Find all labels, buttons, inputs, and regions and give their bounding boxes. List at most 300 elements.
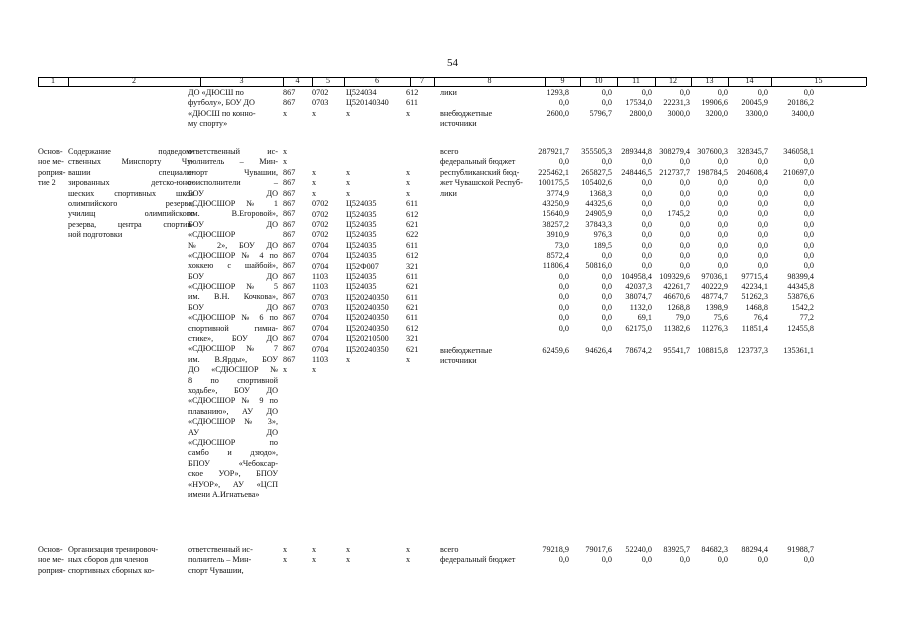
block1-c3-cell: «СДЮСШОР <box>188 230 236 240</box>
block1-c5-cell: х <box>312 168 317 177</box>
block1-c10-cell: 105402,6 <box>581 178 612 188</box>
block1-c13-cell: 0,0 <box>717 188 728 198</box>
block1-c5-cell: 0703 <box>312 292 329 302</box>
block2-c5 <box>312 545 342 566</box>
block1-c14-cell: 204608,4 <box>737 167 768 177</box>
block1-c15-cell: 98399,4 <box>787 271 814 281</box>
block1-c15-cell: 0,0 <box>803 250 814 260</box>
block0-c8-cell: внебюджетные <box>440 108 493 118</box>
block1-c3-cell: БОУ ДО <box>188 271 278 281</box>
block1-c14 <box>726 147 768 356</box>
header-col-1: 1 <box>51 76 55 85</box>
block0-c8-cell: лики <box>440 88 457 97</box>
block1-c4-cell: 867 <box>283 323 296 333</box>
block1-c4-cell: 867 <box>283 219 296 229</box>
block1-c6-cell: Ц520210500 <box>346 334 389 344</box>
block1-c3-cell: плаванию», АУ ДО <box>188 406 278 416</box>
block1-c7-cell: 612 <box>406 209 419 219</box>
block1-c9-cell: 43250,9 <box>542 198 569 208</box>
block1-c7-cell: 321 <box>406 334 419 344</box>
page-number: 54 <box>447 57 458 69</box>
block1-c14-cell: 0,0 <box>757 157 768 167</box>
block1-c5-cell: 0702 <box>312 230 329 240</box>
block1-c7-cell: 611 <box>406 240 418 250</box>
block1-c12-cell: 0,0 <box>679 188 690 198</box>
block2-c8-cell: всего <box>440 545 459 554</box>
block1-c4-cell: 867 <box>283 261 296 271</box>
header-col-15: 15 <box>814 76 823 85</box>
header-col-10: 10 <box>594 76 603 85</box>
header-col-9: 9 <box>560 76 565 85</box>
block2-c6-cell: х <box>346 545 351 554</box>
block1-c13 <box>688 147 728 356</box>
block1-c15-cell: 0,0 <box>803 230 814 240</box>
block0-c13-cell: 0,0 <box>717 88 728 97</box>
block1-c9-cell: 225462,1 <box>538 167 569 177</box>
block1-c3-cell: полнитель – Мин- <box>188 157 278 167</box>
block0-c7-cell: 611 <box>406 98 418 108</box>
block1-c9-cell: 0,0 <box>558 313 569 323</box>
block1-c4-cell: 867 <box>283 313 296 323</box>
block2-c4-cell: х <box>283 545 288 554</box>
block1-c11 <box>612 147 652 356</box>
block1-c8b-cell: источники <box>440 356 477 366</box>
block1-c2-cell: зированных детско-юно- <box>68 178 194 188</box>
block1-c12-cell: 79,0 <box>675 313 690 323</box>
block1-c4-cell: х <box>283 157 288 167</box>
block1-c9-cell: 62459,6 <box>542 345 569 355</box>
block1-c5-cell: 1103 <box>312 282 329 292</box>
block1-c10-cell: 976,3 <box>593 230 612 240</box>
block1-c7-cell: 612 <box>406 323 419 333</box>
block1-c13-cell: 0,0 <box>717 240 728 250</box>
block2-c3-cell: полнитель – Мин- <box>188 555 252 565</box>
block1-c15-cell: 0,0 <box>803 209 814 219</box>
block0-c15 <box>766 88 814 119</box>
block2-c12 <box>650 545 690 566</box>
block1-c10-cell: 0,0 <box>601 313 612 323</box>
header-col-7: 7 <box>420 76 424 85</box>
block0-c14-cell: 0,0 <box>757 88 768 97</box>
block1-c14-cell: 42234,1 <box>741 282 768 292</box>
block1-c13-cell: 0,0 <box>717 261 728 271</box>
block1-c13-cell: 0,0 <box>717 198 728 208</box>
block1-c13-cell: 0,0 <box>717 230 728 240</box>
block1-c12-cell: 0,0 <box>679 250 690 260</box>
block1-c4-cell: 867 <box>283 250 296 260</box>
block1-c3-cell: «СДЮСШОР № 1 <box>188 198 278 208</box>
block1-c2-cell: училищ олимпийского <box>68 209 194 219</box>
block1-c11-cell: 248446,5 <box>621 167 652 177</box>
block1-c6-cell: Ц524035 <box>346 230 377 240</box>
block1-c6-cell: Ц524035 <box>346 219 377 229</box>
block2-c13 <box>688 545 728 566</box>
block1-c4-cell: х <box>283 147 288 156</box>
block1-c15-cell: 0,0 <box>803 157 814 167</box>
block1-c6-cell: х <box>346 355 351 365</box>
block1-c6-cell: х <box>346 168 351 177</box>
block0-c11-cell: 17534,0 <box>625 98 652 108</box>
block1-c5-cell: 1103 <box>312 271 329 281</box>
block0-c3-cell: му спорту» <box>188 119 228 129</box>
block1-c15-cell: 53876,6 <box>787 292 814 302</box>
block1-c11-cell: 42037,3 <box>625 282 652 292</box>
block2-c3 <box>188 545 278 576</box>
block1-c10-cell: 37843,3 <box>585 219 612 229</box>
block1-c10-cell: 0,0 <box>601 271 612 281</box>
header-divider <box>866 77 867 86</box>
block2-c15-cell: 0,0 <box>803 555 814 565</box>
block2-c5-cell: х <box>312 555 317 565</box>
header-col-5: 5 <box>326 76 330 85</box>
block0-c3 <box>188 88 278 130</box>
block1-c7-cell: 611 <box>406 199 418 209</box>
block0-c7 <box>406 88 430 119</box>
block1-c4-cell: 867 <box>283 167 296 177</box>
block0-c12-cell: 0,0 <box>679 88 690 97</box>
block1-c5-cell: х <box>312 188 317 198</box>
block1-c3-cell: БОУ ДО <box>188 219 278 229</box>
header-col-12: 12 <box>669 76 677 85</box>
block2-c4-cell: х <box>283 555 288 565</box>
block2-c12-cell: 0,0 <box>679 555 690 565</box>
block2-c6 <box>346 545 404 566</box>
block1-c3-cell: «СДЮСШОР по <box>188 437 278 447</box>
block0-c6 <box>346 88 404 119</box>
block1-c3-cell: БПОУ «Чебоксар- <box>188 458 278 468</box>
block0-c11-cell: 0,0 <box>641 88 652 97</box>
block1-c3-cell: «СДЮСШОР № 9 по <box>188 396 278 406</box>
block0-c10 <box>570 88 612 119</box>
block2-c2-cell: спортивных сборных ко- <box>68 565 155 575</box>
block0-c3-cell: ДО «ДЮСШ по <box>188 88 244 97</box>
block2-c2-cell: ных сборов для членов <box>68 555 149 565</box>
block1-c6-cell: Ц520240350 <box>346 323 389 333</box>
block2-c13-cell: 84682,3 <box>701 545 728 554</box>
block1-c11-cell: 1132,0 <box>629 302 652 312</box>
block1-c6-cell: Ц520240350 <box>346 313 389 323</box>
block1-c12-cell: 308279,4 <box>659 147 690 156</box>
header-col-13: 13 <box>705 76 714 85</box>
block1-c5-cell: 0704 <box>312 344 329 354</box>
block0-c9-cell: 0,0 <box>558 98 569 108</box>
block1-c3-cell: им. В.Егоровой», <box>188 209 278 219</box>
block2-c10 <box>570 545 612 566</box>
block1-c15 <box>766 147 814 356</box>
block1-c15-cell: 135361,1 <box>783 345 814 355</box>
block2-c10-cell: 79017,6 <box>585 545 612 554</box>
block2-c9 <box>526 545 569 566</box>
block0-c8-cell: источники <box>440 119 477 129</box>
block2-c10-cell: 0,0 <box>601 555 612 565</box>
block1-c13-cell: 97036,1 <box>701 271 728 281</box>
block1-c3-cell: ДО «СДЮСШОР № <box>188 365 278 375</box>
block1-c4-cell: 867 <box>283 282 296 292</box>
block1-c13-cell: 0,0 <box>717 250 728 260</box>
block1-c5 <box>312 168 342 376</box>
block0-c4-cell: 867 <box>283 98 296 108</box>
block1-c7-cell: 611 <box>406 292 418 302</box>
block1-c14-cell: 51262,3 <box>741 292 768 302</box>
block1-c3-cell: № 2», БОУ ДО <box>188 240 278 250</box>
block1-c7-cell: 621 <box>406 303 419 313</box>
block1-c9-cell: 73,0 <box>554 240 569 250</box>
block1-c6-cell: Ц524035 <box>346 209 377 219</box>
block2-c3-cell: ответственный ис- <box>188 545 253 554</box>
block1-c10-cell: 0,0 <box>601 157 612 167</box>
block1-c13-cell: 198784,5 <box>697 167 728 177</box>
block0-c5-cell: 0702 <box>312 88 329 97</box>
block1-c4-cell: 867 <box>283 271 296 281</box>
block0-c10-cell: 0,0 <box>601 88 612 97</box>
block1-c11-cell: 0,0 <box>641 250 652 260</box>
block1-c9-cell: 100175,5 <box>538 178 569 188</box>
block1-c14-cell: 11851,4 <box>741 323 768 333</box>
block1-c14-cell: 1468,8 <box>745 302 768 312</box>
block1-c9 <box>526 147 569 356</box>
block1-c5-cell: 0702 <box>312 209 329 219</box>
header-col-3: 3 <box>239 76 244 85</box>
block2-c14-cell: 0,0 <box>757 555 768 565</box>
block1-c12-cell: 42261,7 <box>663 282 690 292</box>
block1-c11-cell: 289344,8 <box>621 147 652 156</box>
block1-c11-cell: 0,0 <box>641 219 652 229</box>
block1-c13-cell: 108815,8 <box>697 345 728 355</box>
header-col-11: 11 <box>632 76 640 85</box>
block2-c2 <box>68 545 194 576</box>
block1-c7-cell: 321 <box>406 261 419 271</box>
block1-c10-cell: 50816,0 <box>585 261 612 271</box>
block1-c3-cell: спортивной гимна- <box>188 323 278 333</box>
block1-c11-cell: 0,0 <box>641 188 652 198</box>
block2-c1-cell: ное ме- <box>38 555 64 565</box>
block1-c12-cell: 1268,8 <box>667 302 690 312</box>
block2-c12-cell: 83925,7 <box>663 545 690 554</box>
block1-c10-cell: 0,0 <box>601 282 612 292</box>
block1-c7-cell: х <box>406 188 411 198</box>
block1-c9-cell: 8572,4 <box>546 250 569 260</box>
block1-c6-cell: Ц520240350 <box>346 344 389 354</box>
block1-c10-cell: 44325,6 <box>585 198 612 208</box>
block1-c11-cell: 0,0 <box>641 240 652 250</box>
block1-c3-cell: ходьбе», БОУ ДО <box>188 385 278 395</box>
block1-c3-cell: 8 по спортивной <box>188 375 278 385</box>
block0-c9-cell: 1293,8 <box>546 88 569 97</box>
block1-c14-cell: 0,0 <box>757 230 768 240</box>
block1-c3-cell: ответственный ис- <box>188 147 278 156</box>
block1-c7-cell: х <box>406 178 411 188</box>
block1-c15-cell: 210697,0 <box>783 167 814 177</box>
block1-c5-cell: 1103 <box>312 355 329 365</box>
block2-c14-cell: 88294,4 <box>741 545 768 554</box>
block1-c1-cell: тие 2 <box>38 178 56 188</box>
block1-c4-cell: 867 <box>283 354 296 364</box>
block1-c14-cell: 0,0 <box>757 188 768 198</box>
block1-c2-cell: ственных Минспорту Чу- <box>68 157 194 167</box>
block1-c14-cell: 0,0 <box>757 250 768 260</box>
block1-c11-cell: 0,0 <box>641 230 652 240</box>
block0-c4-cell: 867 <box>283 88 296 97</box>
block1-c3-cell: им. В.Н. Кочкова», <box>188 292 278 302</box>
block1-c4-cell: 867 <box>283 198 296 208</box>
block1-c13-cell: 0,0 <box>717 209 728 219</box>
block1-c10-cell: 355505,3 <box>581 147 612 156</box>
block1-c3-cell: БОУ ДО <box>188 188 278 198</box>
block0-c13-cell: 19906,6 <box>701 98 728 108</box>
block1-c15-cell: 0,0 <box>803 178 814 188</box>
block2-c5-cell: х <box>312 545 317 554</box>
block1-c2-cell: шеских спортивных школ <box>68 188 194 198</box>
block1-c12-cell: 1745,2 <box>667 209 690 219</box>
block1-c15-cell: 0,0 <box>803 219 814 229</box>
block0-c11-cell: 2800,0 <box>629 108 652 118</box>
block0-c12 <box>650 88 690 119</box>
block1-c3-cell: «СДЮСШОР № 6 по <box>188 313 278 323</box>
block1-c15-cell: 0,0 <box>803 240 814 250</box>
block1-c5-cell: 0702 <box>312 199 329 209</box>
block1-c14-cell: 328345,7 <box>737 147 768 156</box>
block1-c13-cell: 48774,7 <box>701 292 728 302</box>
block1-c9-cell: 0,0 <box>558 302 569 312</box>
block0-c6-cell: Ц524034 <box>346 88 377 97</box>
block1-c7-cell: 612 <box>406 251 419 261</box>
block1-c12-cell: 46670,6 <box>663 292 690 302</box>
block1-c14-cell: 0,0 <box>757 240 768 250</box>
block1-c15-cell: 0,0 <box>803 188 814 198</box>
block1-c9-cell: 3774,9 <box>546 188 569 198</box>
block1-c15-cell: 1542,2 <box>791 302 814 312</box>
block1-c4-cell: 867 <box>283 302 296 312</box>
block2-c7-cell: х <box>406 555 411 565</box>
block1-c8-cell: всего <box>440 147 459 156</box>
block2-c1 <box>38 545 68 576</box>
block1-c9-cell: 11806,4 <box>542 261 569 271</box>
block2-c1-cell: Основ- <box>38 545 63 554</box>
block1-c12-cell: 95541,7 <box>663 345 690 355</box>
header-col-8: 8 <box>487 76 492 85</box>
block1-c12-cell: 0,0 <box>679 178 690 188</box>
block2-c14 <box>726 545 768 566</box>
block1-c15-cell: 44345,8 <box>787 282 814 292</box>
block1-c4-cell: 867 <box>283 240 296 250</box>
block1-c3-cell: стике», БОУ ДО <box>188 334 278 344</box>
block1-c12-cell: 0,0 <box>679 240 690 250</box>
block1-c11-cell: 0,0 <box>641 157 652 167</box>
block1-c13-cell: 11276,3 <box>701 323 728 333</box>
block1-c10-cell: 1368,3 <box>589 188 612 198</box>
block1-c12-cell: 0,0 <box>679 198 690 208</box>
block0-c7-cell: х <box>406 108 411 118</box>
block1-c14-cell: 0,0 <box>757 178 768 188</box>
block2-c13-cell: 0,0 <box>717 555 728 565</box>
block0-c13-cell: 3200,0 <box>705 108 728 118</box>
block1-c7 <box>406 168 430 365</box>
block1-c6-cell: Ц524035 <box>346 282 377 292</box>
block1-c7-cell: х <box>406 355 411 365</box>
block1-c9-cell: 0,0 <box>558 323 569 333</box>
block0-c15-cell: 20186,2 <box>787 98 814 108</box>
block1-c9-cell: 0,0 <box>558 282 569 292</box>
block1-c6-cell: Ц524035 <box>346 240 377 250</box>
block1-c1-cell: ное ме- <box>38 157 64 167</box>
block1-c13-cell: 307600,3 <box>697 147 728 156</box>
block1-c3-cell: АУ ДО <box>188 427 278 437</box>
block1-c6-cell: Ц524035 <box>346 251 377 261</box>
block1-c6-cell: Ц524035 <box>346 199 377 209</box>
block1-c10-cell: 0,0 <box>601 302 612 312</box>
block2-c9-cell: 0,0 <box>558 555 569 565</box>
block0-c6-cell: х <box>346 108 351 118</box>
block1-c9-cell: 38257,2 <box>542 219 569 229</box>
block0-c15-cell: 3400,0 <box>791 108 814 118</box>
block1-c8-cell: республиканский бюд- <box>440 167 520 177</box>
block2-c6-cell: х <box>346 555 351 565</box>
block1-c5-cell: х <box>312 365 317 375</box>
block0-c3-cell: футболу», БОУ ДО <box>188 98 255 108</box>
block1-c7-cell: 621 <box>406 219 419 229</box>
block1-c11-cell: 78674,2 <box>625 345 652 355</box>
block0-c6-cell: Ц520140340 <box>346 98 389 108</box>
block1-c5-cell: 0702 <box>312 219 329 229</box>
block0-c9 <box>526 88 569 119</box>
block1-c5-cell: 0704 <box>312 251 329 261</box>
block2-c11-cell: 52240,0 <box>625 545 652 554</box>
block1-c1 <box>38 147 68 189</box>
block2-c3-cell: спорт Чувашии, <box>188 565 244 575</box>
block1-c8-cell: федеральный бюджет <box>440 157 516 167</box>
block1-c2-cell: резерва, центра спортив- <box>68 219 194 229</box>
block2-c15 <box>766 545 814 566</box>
block1-c9-cell: 15640,9 <box>542 209 569 219</box>
block1-c10 <box>570 147 612 356</box>
block1-c10-cell: 0,0 <box>601 292 612 302</box>
block0-c4-cell: х <box>283 108 288 118</box>
block1-c9-cell: 0,0 <box>558 271 569 281</box>
block1-c13-cell: 1398,9 <box>705 302 728 312</box>
block1-c3-cell: «СДЮСШОР № 3», <box>188 417 278 427</box>
block1-c14-cell: 76,4 <box>753 313 768 323</box>
block1-c6-cell: Ц524035 <box>346 271 377 281</box>
block1-c12-cell: 0,0 <box>679 157 690 167</box>
block2-c11-cell: 0,0 <box>641 555 652 565</box>
block1-c7-cell: 611 <box>406 271 418 281</box>
block1-c11-cell: 0,0 <box>641 178 652 188</box>
block1-c3-cell: БОУ ДО <box>188 302 278 312</box>
block1-c4 <box>283 147 307 376</box>
block1-c2-cell: вашии специали- <box>68 167 194 177</box>
block0-c3-cell: «ДЮСШ по конно- <box>188 108 256 118</box>
block0-c10-cell: 5796,7 <box>589 108 612 118</box>
block0-c14-cell: 3300,0 <box>745 108 768 118</box>
block2-c11 <box>612 545 652 566</box>
block1-c4-cell: 867 <box>283 188 296 198</box>
block1-c9-cell: 3910,9 <box>546 230 569 240</box>
block1-c4-cell: 867 <box>283 292 296 302</box>
block0-c5 <box>312 88 342 119</box>
block1-c13-cell: 0,0 <box>717 157 728 167</box>
block2-c8-cell: федеральный бюджет <box>440 555 516 565</box>
block1-c5-cell: 0704 <box>312 313 329 323</box>
block0-c15-cell: 0,0 <box>803 88 814 97</box>
block1-c7-cell: 611 <box>406 313 418 323</box>
block1-c7-cell: 621 <box>406 344 419 354</box>
block1-c7-cell: 622 <box>406 230 419 240</box>
block1-c3 <box>188 147 278 500</box>
block1-c14-cell: 0,0 <box>757 198 768 208</box>
block1-c3-cell: хоккею с шайбой», <box>188 261 278 271</box>
block1-c1-cell: Основ- <box>38 147 63 156</box>
block1-c10-cell: 189,5 <box>593 240 612 250</box>
